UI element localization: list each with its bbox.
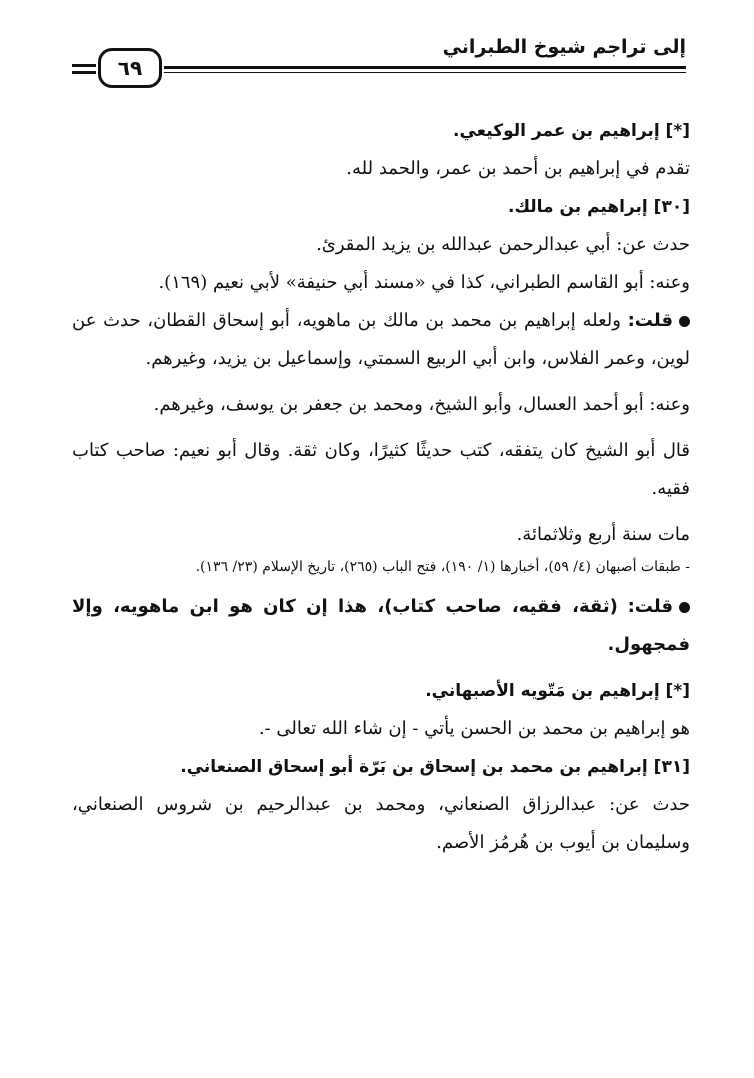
header-rule-thick	[164, 66, 686, 69]
entry-heading: [٣١] إبراهيم بن محمد بن إسحاق بن بَرّة أبو إسحاق الصنعاني.	[180, 757, 690, 777]
page-number: ٦٩	[98, 48, 162, 88]
entry-text: هو إبراهيم بن محمد بن الحسن يأتي - إن شاء الله تعالى -.	[258, 718, 690, 739]
bullet-icon	[679, 316, 690, 327]
note-label: قلت:	[627, 310, 673, 331]
entry-text: حدث عن: أبي عبدالرحمن عبدالله بن يزيد المقرئ.	[316, 234, 690, 255]
note-text: (ثقة، فقيه، صاحب كتاب)، هذا إن كان هو ابن ماهويه، وإلا فمجهول.	[72, 596, 690, 655]
header-dash-bottom	[72, 71, 96, 74]
entry-text: حدث عن: عبدالرزاق الصنعاني، ومحمد بن عبدالرحيم بن شروس الصنعاني، وسليمان بن أيوب بن هُرمُز الأصم.	[72, 794, 690, 853]
page-header	[72, 30, 686, 80]
bullet-icon	[679, 602, 690, 613]
note-label: قلت:	[627, 596, 673, 617]
source-footnote: - طبقات أصبهان (٤/ ٥٩)، أخبارها (١/ ١٩٠)، فتح الباب (٢٦٥)، تاريخ الإسلام (٢٣/ ١٣٦).	[195, 559, 690, 575]
students-paragraph: وعنه: أبو أحمد العسال، وأبو الشيخ، ومحمد بن جعفر بن يوسف، وغيرهم.	[153, 394, 690, 415]
death-line: مات سنة أربع وثلاثمائة.	[516, 524, 690, 545]
entry-heading: [*] إبراهيم بن مَتّويه الأصبهاني.	[425, 681, 690, 701]
entry-heading: [٣٠] إبراهيم بن مالك.	[507, 197, 690, 217]
header-rule-thin	[164, 72, 686, 73]
running-title: إلى تراجم شيوخ الطبراني	[442, 36, 686, 58]
page-body	[72, 112, 690, 862]
entry-heading: [*] إبراهيم بن عمر الوكيعي.	[453, 121, 690, 141]
editor-note	[72, 588, 690, 664]
entry-text: تقدم في إبراهيم بن أحمد بن عمر، والحمد لله.	[346, 158, 690, 179]
editor-note	[72, 302, 690, 378]
entry-text: وعنه: أبو القاسم الطبراني، كذا في «مسند أبي حنيفة» لأبي نعيم (١٦٩).	[158, 272, 690, 293]
quote-paragraph: قال أبو الشيخ كان يتفقه، كتب حديثًا كثيرًا، وكان ثقة. وقال أبو نعيم: صاحب كتاب فقيه.	[72, 440, 690, 499]
note-text: ولعله إبراهيم بن محمد بن مالك بن ماهويه، أبو إسحاق القطان، حدث عن لوين، وعمر الفلاس، وابن أبي الربيع السمتي، وإسماعيل بن يزيد، وغيرهم.	[72, 310, 690, 369]
header-dash-top	[72, 64, 96, 67]
